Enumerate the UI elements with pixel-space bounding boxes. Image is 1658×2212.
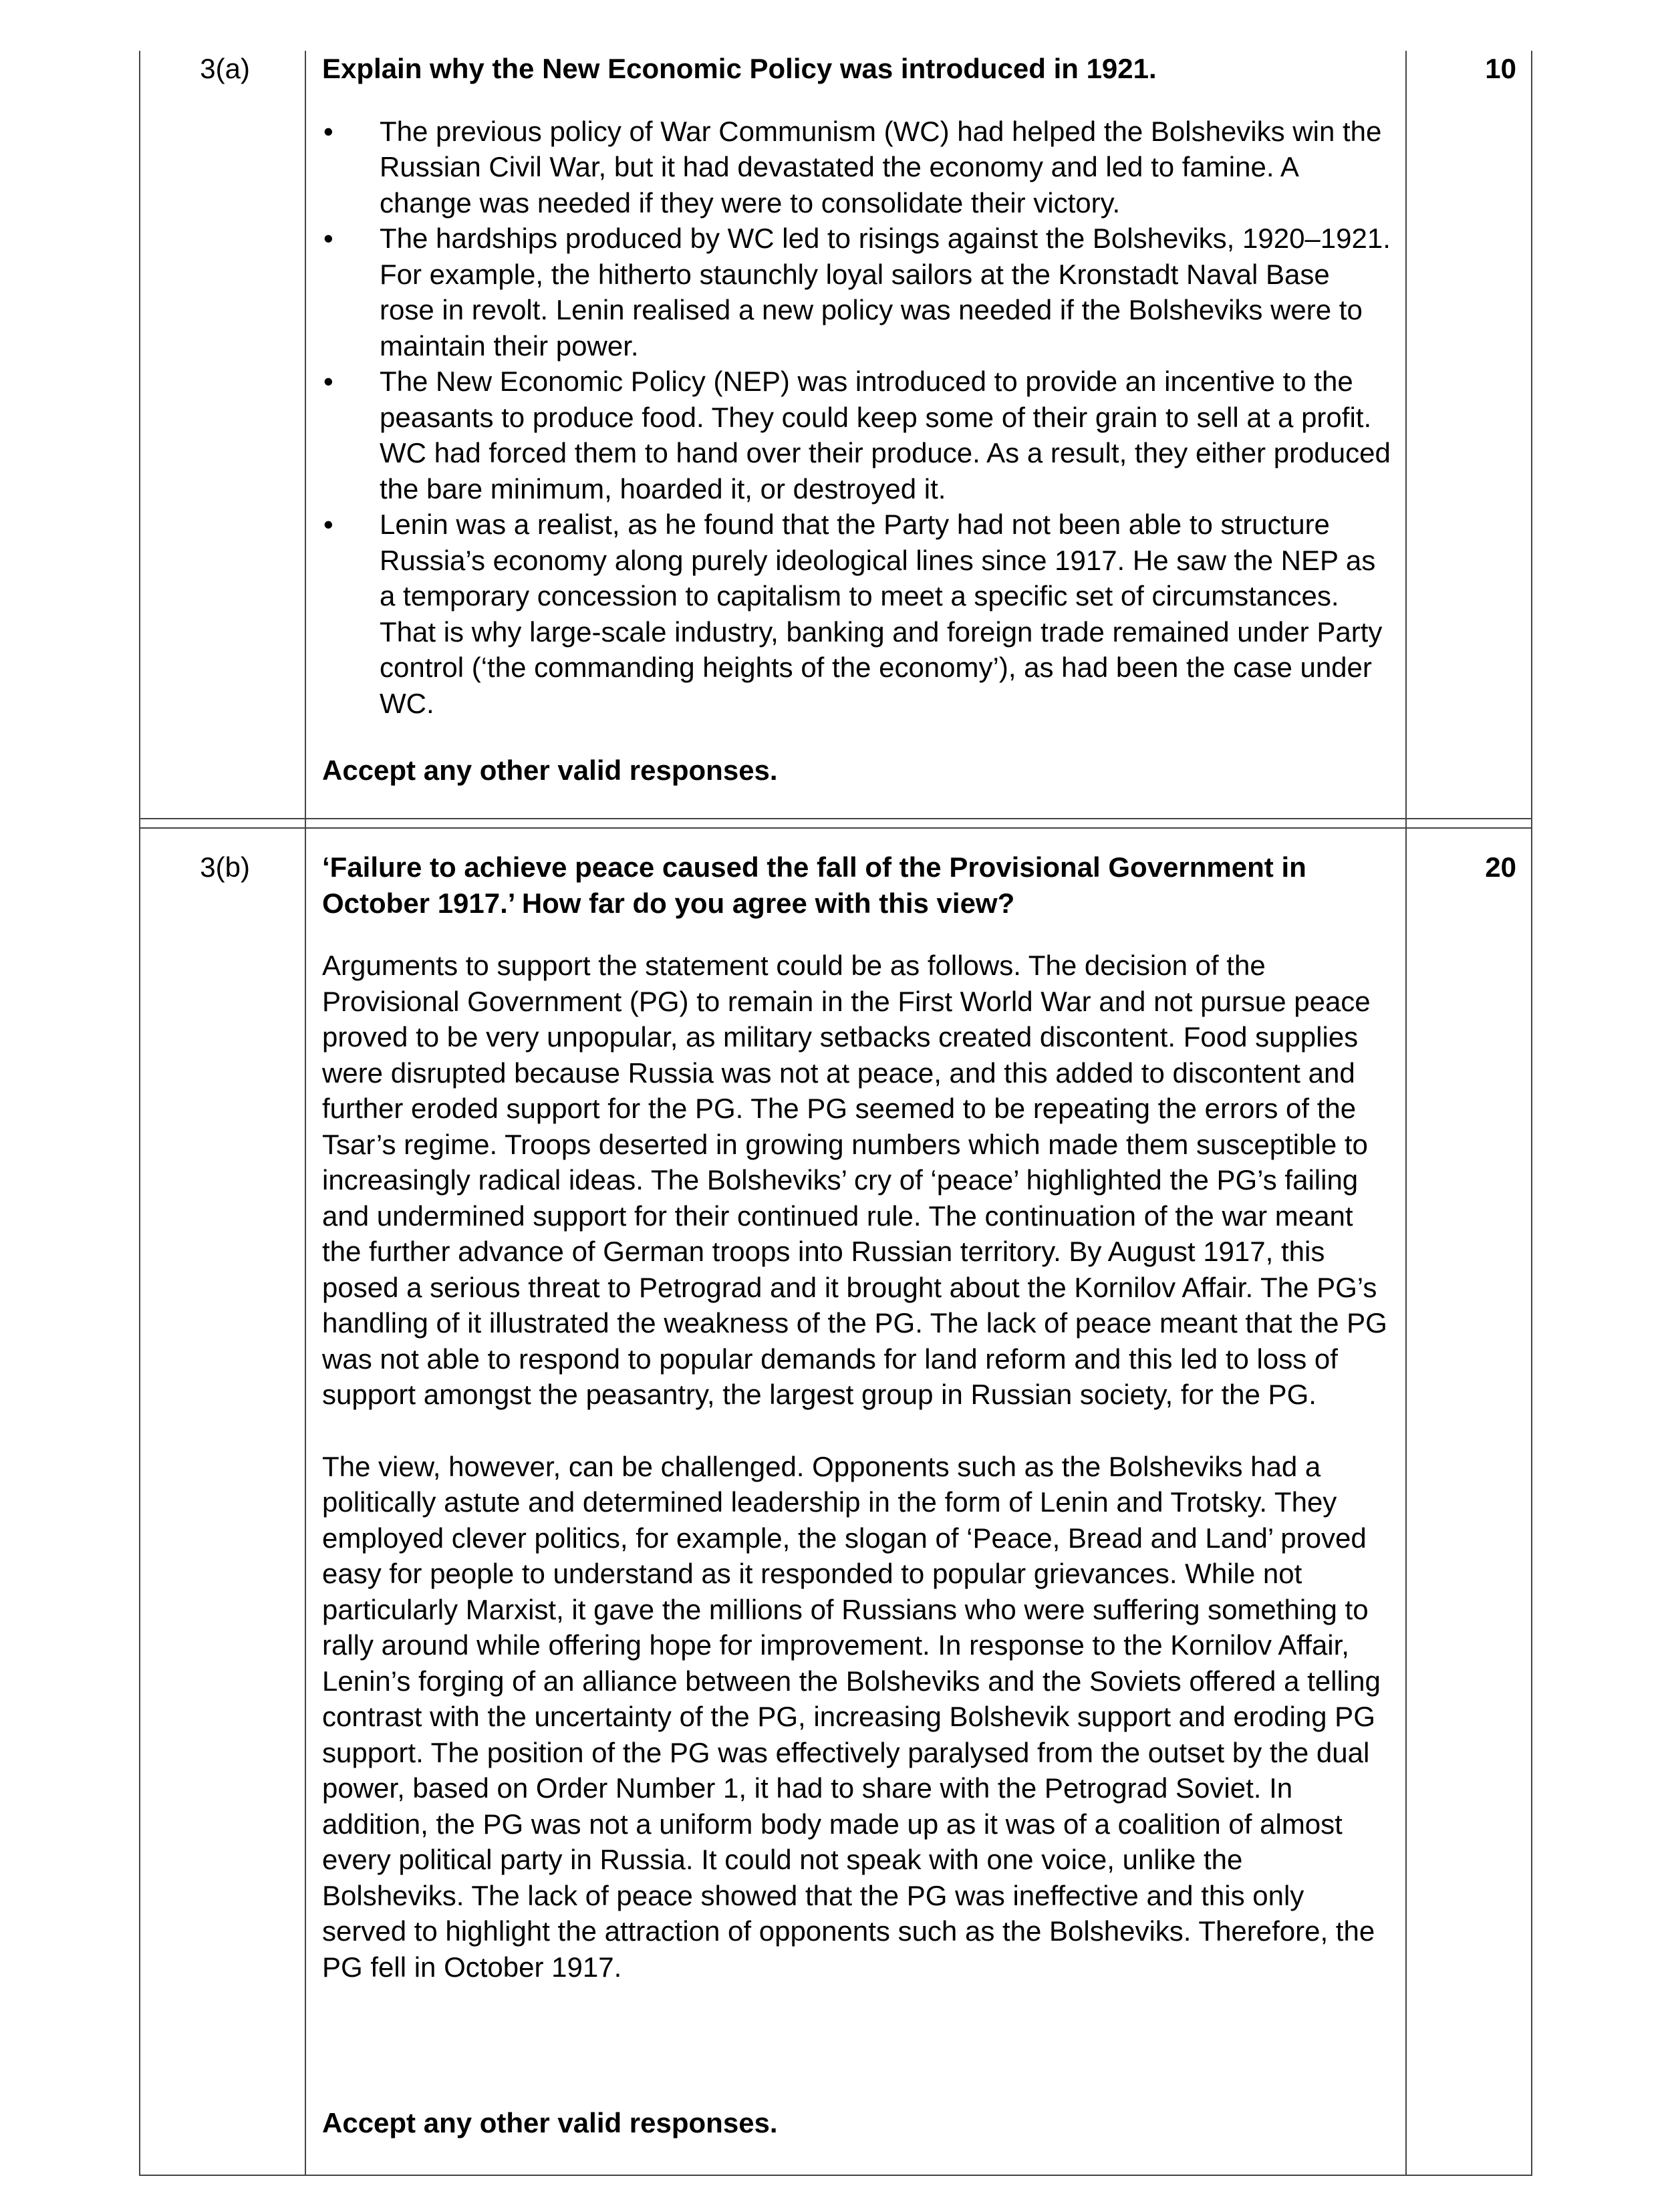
table-border-bottom	[139, 2175, 1532, 2176]
question-text-3a: Explain why the New Economic Policy was introduced in 1921.	[322, 53, 1157, 84]
bullet-item: • Lenin was a realist, as he found that the Party had not been able to structure Russia’s economy along purely ideological lines since 1917. He saw the NEP as a temporary concession to capitalism to meet a specific set of circumstances. That is why large-scale industry, banking and foreign trade remained under Party control (‘the commanding heights of the economy’), as had been the case under WC.	[322, 507, 1391, 721]
column-divider-question	[305, 51, 306, 2176]
answer-cell-3a	[322, 51, 1391, 721]
column-divider-marks	[1405, 51, 1407, 2176]
bullet-item: • The previous policy of War Communism (WC) had helped the Bolsheviks win the Russian Civil War, but it had devastated the economy and led to famine. A change was needed if they were to consolidate their victory.	[322, 114, 1391, 221]
bullet-icon: •	[323, 223, 333, 254]
question-text-3b: ‘Failure to achieve peace caused the fall of the Provisional Government in October 1917.’ How far do you agree with this view?	[322, 851, 1306, 919]
answer-cell-3b	[322, 849, 1391, 1985]
bullet-icon: •	[323, 115, 333, 147]
bullet-item: • The hardships produced by WC led to risings against the Bolsheviks, 1920–1921. For example, the hitherto staunchly loyal sailors at the Kronstadt Naval Base rose in revolt. Lenin realised a new policy was needed if the Bolsheviks were to maintain their power.	[322, 221, 1391, 364]
row-separator-bottom	[139, 827, 1532, 829]
marks-3b: 20	[1485, 851, 1516, 883]
bullet-list-3a	[322, 114, 1391, 722]
table-border-right	[1531, 51, 1532, 2176]
bullet-icon: •	[323, 509, 333, 540]
mark-scheme-table	[139, 51, 1532, 2176]
table-border-left	[139, 51, 140, 2176]
marks-3a: 10	[1485, 53, 1516, 84]
question-number-3b: 3(b)	[200, 851, 250, 883]
bullet-icon: •	[323, 366, 333, 397]
accept-note-3b: Accept any other valid responses.	[322, 2107, 778, 2138]
question-number-3a: 3(a)	[200, 53, 250, 84]
paragraph-support: Arguments to support the statement could be as follows. The decision of the Provisional Government (PG) to remain in the First World War and not pursue peace proved to be very unpopular, as military setbacks created discontent. Food supplies were disrupted because Russia was not at peace, and this added to discontent and further eroded support for the PG. The PG seemed to be repeating the errors of the Tsar’s regime. Troops deserted in growing numbers which made them susceptible to increasingly radical ideas. The Bolsheviks’ cry of ‘peace’ highlighted the PG’s failing and undermined support for their continued rule. The continuation of the war meant the further advance of German troops into Russian territory. By August 1917, this posed a serious threat to Petrograd and it brought about the Kornilov Affair. The PG’s handling of it illustrated the weakness of the PG. The lack of peace meant that the PG was not able to respond to popular demands for land reform and this led to loss of support amongst the peasantry, the largest group in Russian society, for the PG.	[322, 950, 1387, 1410]
accept-note-3a: Accept any other valid responses.	[322, 754, 778, 786]
bullet-item: • The New Economic Policy (NEP) was introduced to provide an incentive to the peasants to produce food. They could keep some of their grain to sell at a profit. WC had forced them to hand over their produce. As a result, they either produced the bare minimum, hoarded it, or destroyed it.	[322, 364, 1391, 507]
paragraph-challenge: The view, however, can be challenged. Opponents such as the Bolsheviks had a politically astute and determined leadership in the form of Lenin and Trotsky. They employed clever politics, for example, the slogan of ‘Peace, Bread and Land’ proved easy for people to understand as it responded to popular grievances. While not particularly Marxist, it gave the millions of Russians who were suffering something to rally around while offering hope for improvement. In response to the Kornilov Affair, Lenin’s forging of an alliance between the Bolsheviks and the Soviets offered a telling contrast with the uncertainty of the PG, increasing Bolshevik support and eroding PG support. The position of the PG was effectively paralysed from the outset by the dual power, based on Order Number 1, it had to share with the Petrograd Soviet. In addition, the PG was not a uniform body made up as it was of a coalition of almost every political party in Russia. It could not speak with one voice, unlike the Bolsheviks. The lack of peace showed that the PG was ineffective and this only served to highlight the attraction of opponents such as the Bolsheviks. Therefore, the PG fell in October 1917.	[322, 1450, 1381, 1983]
row-separator-top	[139, 818, 1532, 819]
